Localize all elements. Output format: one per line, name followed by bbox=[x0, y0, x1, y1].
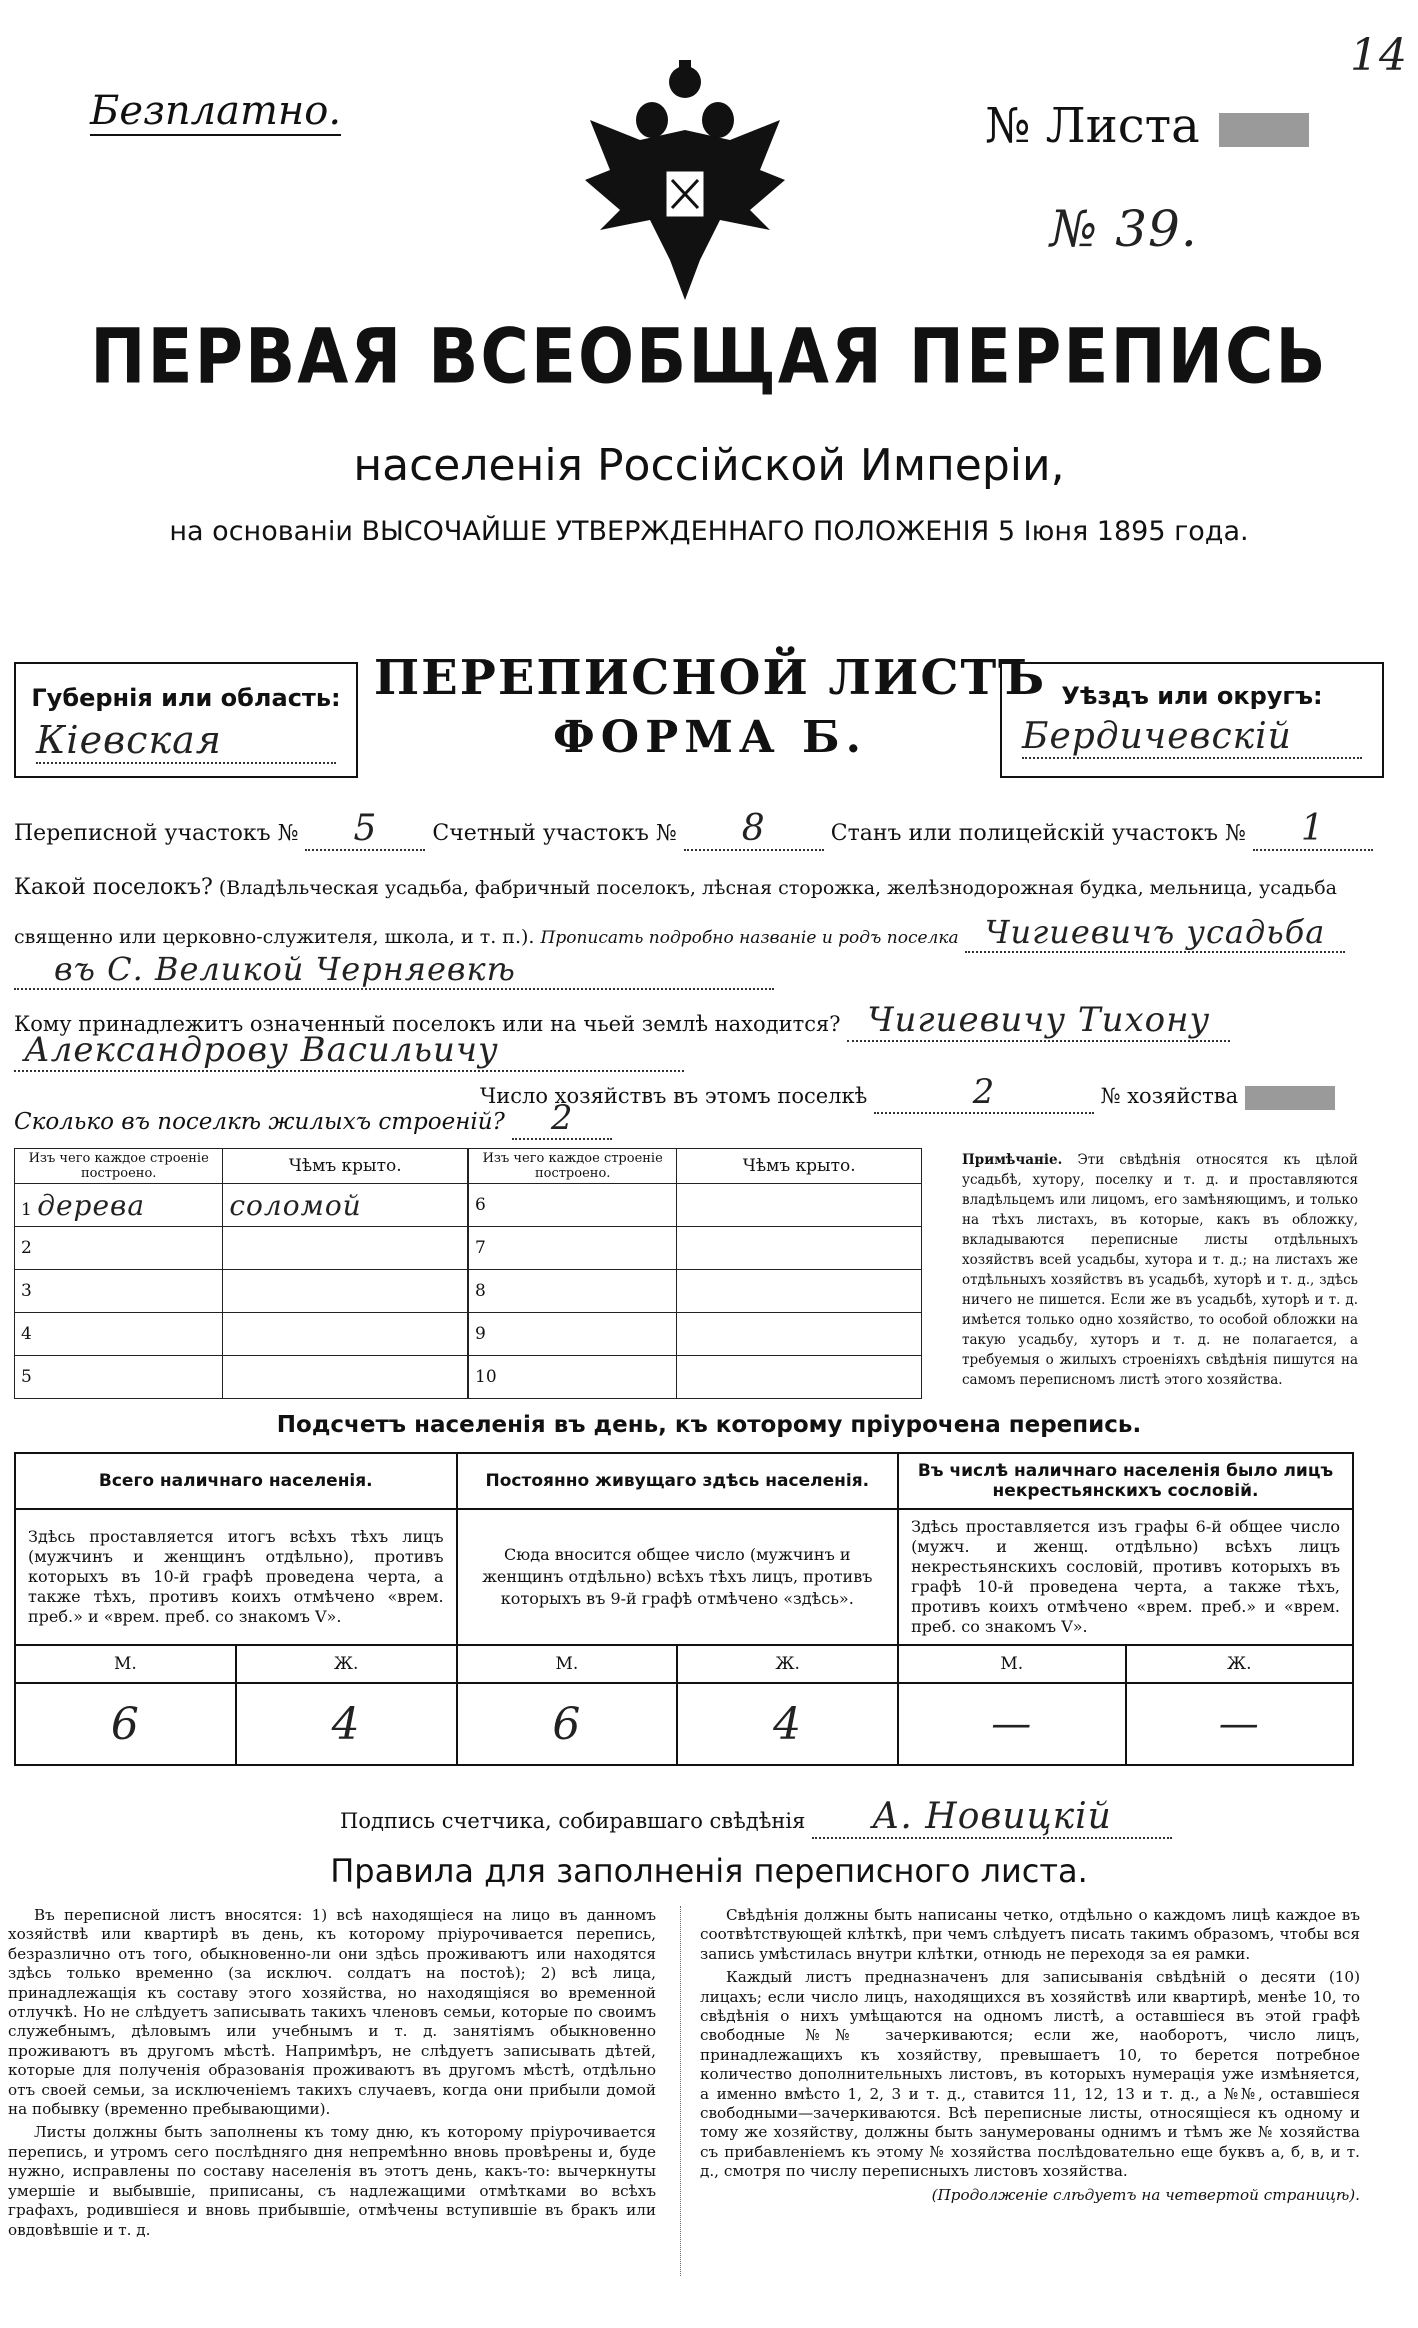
rules-right-p2: Каждый листъ предназначенъ для записыванія свѣдѣній о десяти (10) лицахъ; если число лицъ, находящихся въ хозяйствѣ или квартирѣ, менѣе 10, то свѣдѣнія о нихъ умѣщаются на одномъ листѣ, а оставшіеся въ этой графѣ свободные №№ зачеркиваются; если же, наоборотъ, число лицъ, принадлежащихъ къ хозяйству, превышаетъ 10, то берется потребное количество дополнительныхъ листовъ, въ которыхъ нумерація уже измѣняется, а именно вмѣсто 1, 2, 3 и т. д., ставится 11, 12, 13 и т. д., а №№, оставшіеся свободными—зачеркиваются. Всѣ переписные листы, относящіеся къ одному и тому же хозяйству, должны быть занумерованы однимъ и тѣмъ же № хозяйства съ прибавленіемъ къ этому № хозяйства послѣдовательно еще буквъ а, б, в, и т. д., смотря по числу переписныхъ листовъ хозяйства. bbox=[700, 1968, 1360, 2181]
row-number: 4 bbox=[21, 1324, 32, 1344]
owner-value-2: Александрову Васильичу bbox=[14, 1030, 684, 1072]
settlement-kind bbox=[14, 866, 1404, 960]
m-label: М. bbox=[457, 1645, 678, 1683]
row-number: 7 bbox=[475, 1238, 486, 1258]
buildings-table-left bbox=[14, 1148, 468, 1399]
redaction-box bbox=[1245, 1086, 1335, 1110]
table-row bbox=[469, 1270, 922, 1313]
col-roof: Чѣмъ крыто. bbox=[223, 1149, 468, 1184]
count-precinct-label: Счетный участокъ № bbox=[432, 821, 677, 846]
free-label: Безплатно. bbox=[90, 88, 342, 134]
m-label: М. bbox=[15, 1645, 236, 1683]
stan-label: Станъ или полицейскій участокъ № bbox=[830, 821, 1246, 846]
household-number-label: № хозяйства bbox=[1100, 1084, 1239, 1108]
row-roof: соломой bbox=[229, 1188, 362, 1222]
value-permanent-m: 6 bbox=[457, 1683, 678, 1765]
table-row bbox=[469, 1313, 922, 1356]
uezd-value: Бердичевскій bbox=[1022, 716, 1362, 759]
table-row bbox=[469, 1184, 922, 1227]
settlement-kind-value-1: Чигиевичъ усадьба bbox=[965, 913, 1346, 953]
uezd-box bbox=[1000, 662, 1384, 778]
note-text: Эти свѣдѣнія относятся къ цѣлой усадьбѣ, хутору, поселку и т. д. и проставляются владѣльцемъ или лицомъ, его замѣняющимъ, и только на тѣхъ листахъ, въ которые, какъ въ обложку, вкладываются переписные листы отдѣльныхъ хозяйствъ всей усадьбы, хутора и т. д.; на листахъ же отдѣльныхъ хозяйствъ въ усадьбѣ, хуторѣ и т. д., здѣсь ничего не пишется. Если же въ усадьбѣ, хуторѣ и т. д. имѣется только одно хозяйство, то особой обложки на такую усадьбу, хуторъ и т. д. не полагается, а требуемыя о жилыхъ строеніяхъ свѣдѣнія пишутся на самомъ переписномъ листѣ этого хозяйства. bbox=[962, 1152, 1358, 1388]
table-row bbox=[469, 1356, 922, 1399]
buildings-value: 2 bbox=[512, 1098, 612, 1140]
col-material: Изъ чего каждое строеніе построено. bbox=[15, 1149, 223, 1184]
gubernia-box bbox=[14, 662, 358, 778]
col1-text: Здѣсь проставляется итогъ всѣхъ тѣхъ лицъ (мужчинъ и женщинъ отдѣльно), противъ которыхъ въ 10-й графѣ проведена черта, а также тѣхъ, противъ коихъ отмѣчено «врем. преб.» и «врем. преб. со знакомъ V». bbox=[15, 1509, 457, 1645]
settlement-kind-value-2: въ С. Великой Черняевкѣ bbox=[14, 950, 774, 990]
row-number: 6 bbox=[475, 1195, 486, 1215]
population-title: Подсчетъ населенія въ день, къ которому пріурочена перепись. bbox=[276, 1412, 1142, 1438]
settlement-kind-label: Какой поселокъ? bbox=[14, 875, 213, 900]
value-permanent-f: 4 bbox=[677, 1683, 898, 1765]
value-total-f: 4 bbox=[236, 1683, 457, 1765]
owner-value-1: Чигиевичу Тихону bbox=[847, 1000, 1230, 1042]
rules-left-p1: Въ переписной листъ вносятся: 1) всѣ находящіеся на лицо въ данномъ хозяйствѣ или квартирѣ въ день, къ которому пріурочивается перепись, безразлично отъ того, обыкновенно-ли они здѣсь проживаютъ или находятся здѣсь только временно (за исключ. солдатъ на постоѣ); 2) всѣ лица, принадлежащія къ составу этого хозяйства, но находящіяся во временной отлучкѣ. Но не слѣдуетъ записывать такихъ членовъ семьи, которые по своимъ служебнымъ, дѣловымъ или учебнымъ и т. д. занятіямъ обыкновенно проживаютъ въ другомъ мѣстѣ. Напримѣръ, не слѣдуетъ записывать дѣтей, которые для полученія образованія проживаютъ въ другомъ мѣстѣ, отдѣльно отъ своей семьи, за исключеніемъ такихъ случаевъ, когда они прибыли домой на побывку (временно пребывающими). bbox=[8, 1906, 656, 2119]
col3-text: Здѣсь проставляется изъ графы 6-й общее число (мужч. и женщ. отдѣльно) всѣхъ лицъ некрестьянскихъ сословій, противъ которыхъ въ графѣ 10-й проведена черта, а также тѣхъ, противъ коихъ отмѣчено «врем. преб.» и «врем. преб. со знакомъ V». bbox=[898, 1509, 1353, 1645]
rules-continued: (Продолженіе слѣдуетъ на четвертой страницѣ). bbox=[931, 2185, 1360, 2204]
table-row bbox=[15, 1270, 468, 1313]
value-nonpeasant-m: — bbox=[898, 1683, 1125, 1765]
col-roof: Чѣмъ крыто. bbox=[677, 1149, 922, 1184]
table-row bbox=[15, 1313, 468, 1356]
basis-line: на основаніи ВЫСОЧАЙШЕ УТВЕРЖДЕННАГО ПОЛОЖЕНІЯ 5 Іюня 1895 года. bbox=[169, 516, 1249, 547]
table-row bbox=[15, 1356, 468, 1399]
page-subtitle: населенія Россійской Имперіи, bbox=[353, 440, 1065, 491]
sheet-number-handwritten: № 39. bbox=[1050, 200, 1198, 258]
col3-title: Въ числѣ наличнаго населенія было лицъ некрестьянскихъ сословій. bbox=[898, 1453, 1353, 1509]
households-label: Число хозяйствъ въ этомъ поселкѣ bbox=[480, 1084, 868, 1108]
gubernia-label: Губернія или область: bbox=[31, 684, 341, 712]
rules-right-p1: Свѣдѣнія должны быть написаны четко, отдѣльно о каждомъ лицѣ каждое въ соотвѣтствующей клѣткѣ, при чемъ слѣдуетъ писать такимъ образомъ, чтобы вся запись умѣстилась внутри клѣтки, отнюдь не переходя за ея рамки. bbox=[700, 1906, 1360, 1963]
col1-title: Всего наличнаго населенія. bbox=[15, 1453, 457, 1509]
row-number: 8 bbox=[475, 1281, 486, 1301]
rules-right-column bbox=[700, 1906, 1360, 2205]
rules-left-column bbox=[8, 1906, 656, 2244]
rules-divider bbox=[680, 1906, 682, 2276]
row-number: 3 bbox=[21, 1281, 32, 1301]
m-label: М. bbox=[898, 1645, 1125, 1683]
households-line bbox=[480, 1072, 1410, 1114]
sheet-title: ПЕРЕПИСНОЙ ЛИСТЪ bbox=[373, 650, 1047, 706]
row-number: 10 bbox=[475, 1367, 497, 1387]
owner-label: Кому принадлежитъ означенный поселокъ или на чьей землѣ находится? bbox=[14, 1012, 841, 1036]
note-title: Примѣчаніе. bbox=[962, 1152, 1063, 1168]
signature-line bbox=[340, 1796, 1172, 1839]
row-number: 2 bbox=[21, 1238, 32, 1258]
col2-text: Сюда вносится общее число (мужчинъ и женщинъ отдѣльно) всѣхъ тѣхъ лицъ, противъ которыхъ въ 9-й графѣ отмѣчено «здѣсь». bbox=[457, 1509, 899, 1645]
count-precinct-value: 8 bbox=[684, 808, 824, 851]
settlement-kind-note: (Владѣльческая усадьба, фабричный поселокъ, лѣсная сторожка, желѣзнодорожная будка, мельница, усадьба священно или церковно-служителя, школа, и т. п.). bbox=[14, 877, 1338, 948]
table-row bbox=[15, 1184, 468, 1227]
signature-label: Подпись счетчика, собиравшаго свѣдѣнія bbox=[340, 1809, 806, 1833]
buildings-note bbox=[962, 1150, 1358, 1390]
rules-left-p2: Листы должны быть заполнены къ тому дню, къ которому пріурочивается перепись, и утромъ сего послѣдняго дня непремѣнно вновь провѣрены и, буде нужно, исправлены по составу населенія въ этотъ день, какъ-то: вычеркнуты умершіе и выбывшіе, приписаны, съ надлежащими отмѣтками во всѣхъ графахъ, родившіеся и вновь прибывшіе, отмѣчены вступившіе въ бракъ или овдовѣвшіе и т. д. bbox=[8, 2123, 656, 2239]
table-row bbox=[15, 1227, 468, 1270]
row-number: 1 bbox=[21, 1199, 32, 1220]
sheet-label: № Листа bbox=[985, 98, 1200, 154]
corner-number-handwritten: 14 bbox=[1350, 30, 1408, 81]
redaction-box bbox=[1219, 113, 1309, 147]
f-label: Ж. bbox=[1126, 1645, 1353, 1683]
rules-title: Правила для заполненія переписного листа. bbox=[330, 1852, 1088, 1890]
f-label: Ж. bbox=[236, 1645, 457, 1683]
uezd-label: Уѣздъ или округъ: bbox=[1061, 682, 1323, 710]
signature-value: А. Новицкій bbox=[812, 1796, 1172, 1839]
census-precinct-label: Переписной участокъ № bbox=[14, 821, 299, 846]
value-nonpeasant-f: — bbox=[1126, 1683, 1353, 1765]
households-value: 2 bbox=[874, 1072, 1094, 1114]
census-precinct-value: 5 bbox=[305, 808, 425, 851]
row-number: 9 bbox=[475, 1324, 486, 1344]
value-total-m: 6 bbox=[15, 1683, 236, 1765]
buildings-label: Сколько въ поселкѣ жилыхъ строеній? bbox=[14, 1109, 505, 1135]
col2-title: Постоянно живущаго здѣсь населенія. bbox=[457, 1453, 899, 1509]
sheet-number-label bbox=[985, 98, 1309, 154]
buildings-table-right bbox=[468, 1148, 922, 1399]
table-row bbox=[469, 1227, 922, 1270]
stan-value: 1 bbox=[1253, 808, 1373, 851]
imperial-eagle-icon bbox=[580, 60, 790, 310]
row-number: 5 bbox=[21, 1367, 32, 1387]
buildings-line bbox=[14, 1098, 612, 1140]
settlement-kind-hint: Прописать подробно названіе и родъ поселка bbox=[540, 928, 959, 948]
page-title: ПЕРВАЯ ВСЕОБЩАЯ ПЕРЕПИСЬ bbox=[90, 312, 1328, 401]
gubernia-value: Кіевская bbox=[36, 718, 336, 764]
form-name: ФОРМА Б. bbox=[553, 712, 867, 763]
population-table bbox=[14, 1452, 1354, 1766]
row-material: дерева bbox=[37, 1188, 146, 1222]
col-material: Изъ чего каждое строеніе построено. bbox=[469, 1149, 677, 1184]
precinct-line bbox=[14, 808, 1404, 851]
f-label: Ж. bbox=[677, 1645, 898, 1683]
